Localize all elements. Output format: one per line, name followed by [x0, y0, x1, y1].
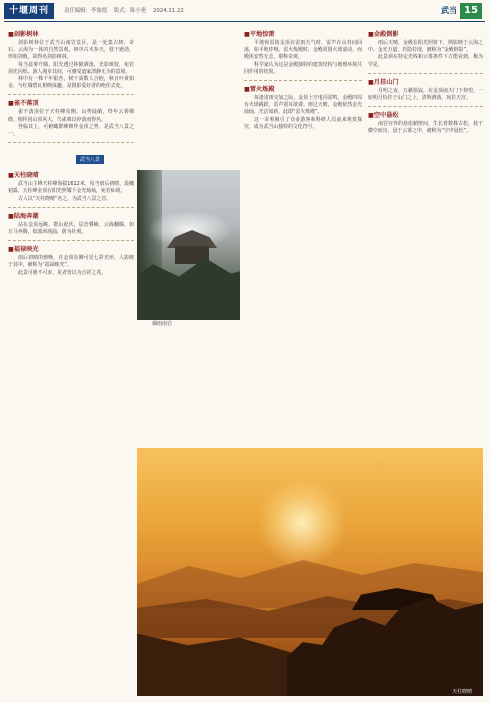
header-rule [4, 21, 485, 22]
article-paragraph: 科学家认为这是金殿独特的建筑结构与地理环境共同作用的结果。 [244, 61, 362, 75]
issue-date: 2024.11.22 [152, 8, 184, 14]
article [368, 77, 483, 102]
article [8, 244, 134, 277]
article-paragraph: 此景可遇不可求，见者皆以为吉祥之兆。 [18, 269, 107, 276]
article-paragraph: 站在金顶远眺，群山起伏，层峦叠嶂，云海翻腾，如万马奔腾，似波涛汹涌，蔚为壮观。 [8, 221, 134, 236]
divider [368, 106, 483, 107]
masthead: 十堰周刊 [4, 3, 54, 19]
article-title: ■空中悬松 [368, 112, 399, 120]
article-paragraph: 南岩宫外的悬崖峭壁间，生长着数株古松，枝干横空而出，悬于云雾之中，被称为“空中悬松”。 [368, 121, 483, 135]
page-header [0, 0, 489, 22]
article-paragraph: 此景须在特定光线和云雾条件下方能看到，极为罕见。 [368, 54, 483, 68]
editor-credit: 责任编辑：李波德 [64, 8, 108, 14]
photo-misty-temple [137, 170, 240, 320]
article [8, 29, 134, 90]
designer-credit: 版式：陈小艳 [113, 8, 147, 14]
article-title: ■平地惊雷 [244, 31, 275, 38]
divider [8, 207, 134, 208]
article-title: ■金殿倒影 [368, 31, 399, 38]
article-title: ■陆海奔潮 [8, 212, 39, 220]
article-paragraph: 雨后初晴的傍晚，在金顶东侧可见七彩光环，人影映于其中，被称为“福禄映光”。 [8, 255, 134, 269]
section-tag: 武当八景 [76, 155, 104, 164]
byline [64, 6, 189, 14]
divider [8, 142, 134, 143]
divider [368, 73, 483, 74]
article [244, 84, 362, 131]
column-3 [368, 26, 483, 466]
article-title: ■月挂山门 [368, 78, 399, 86]
article [368, 110, 483, 135]
column-1 [8, 26, 134, 700]
article-paragraph: 武当山主峰天柱峰海拔1612米，每当雨后初晴，晨曦初露，天柱峰金顶在阳光照耀下金光灿灿，宛若仙境。 [8, 181, 134, 195]
article-paragraph: 林中有一株千年银杏，树干需数人合抱，秋日叶黄如金，与红墙碧瓦相映成趣，是摄影爱好者的绝佳去处。 [8, 76, 134, 90]
article-paragraph: 登临其上，可俯瞰群峰朝拜金顶之势，是武当八景之一。 [8, 123, 134, 138]
article [368, 29, 483, 69]
article-paragraph: 月明之夜，万籁俱寂，在金顶南天门下仰望，一轮明月恰挂于山门之上，清辉洒落，宛若天宫。 [368, 87, 483, 102]
article [244, 29, 362, 76]
article-title: ■福禄映光 [8, 246, 39, 254]
article-title: ■天柱晓晴 [8, 172, 39, 180]
column-2 [244, 26, 362, 466]
article [8, 98, 134, 138]
article-paragraph: 雨后天晴，金殿在阳光照射下，倒影映于云海之中，金光万道，若隐若现，被称为“金殿倒影”。 [368, 40, 483, 54]
article-paragraph: 这一奇观吸引了众多游客和科研人员前来观赏探究，成为武当山独特的文化符号。 [244, 116, 362, 130]
article-title: ■雀不落顶 [8, 100, 39, 108]
section-name: 武当 [441, 6, 457, 15]
divider [8, 240, 134, 241]
article [8, 211, 134, 236]
article-paragraph: 每逢雷雨交加之际，金顶上空电闪雷鸣，金殿四周有火球跳跃，雷声震耳欲聋。雨过天晴，金殿依然金光灿灿，光洁如新，此即“雷火炼殿”。 [244, 95, 362, 116]
article-paragraph: 雀不落顶位于天柱峰东侧，山势陡峭，终年云雾缭绕。相传因山顶风大，鸟雀难以停落而得名。 [8, 109, 134, 123]
article-paragraph: 剑影树林位于武当山南岩景区，是一处集古树、奇石、云海为一体的自然景观。林中古木参天，枝干遒劲，形如剑戟，故得名剑影树林。 [8, 40, 134, 61]
divider [244, 80, 362, 81]
article-paragraph: 每当晨雾升腾，阳光透过林隙洒落，光影斑驳，宛若剑光闪烁。游人漫步其间，可感受道家清静无为的意境。 [8, 61, 134, 75]
article [8, 170, 134, 203]
page-number: 15 [460, 3, 482, 19]
photo-caption: 烟雨南岩 [152, 321, 173, 327]
photo-sunset-temple [137, 448, 483, 696]
article-title: ■剑影树林 [8, 31, 39, 38]
photo-caption: 天柱晓晴 [452, 689, 473, 695]
article-paragraph: 平地惊雷指金顶在雷雨天气时，雷声在山谷间回荡，如平地炸响。雷火炼殿时，金殿周围火球滚动，而殿体安然无恙，堪称奇观。 [244, 40, 362, 61]
divider [8, 94, 134, 95]
article-title: ■雷火炼殿 [244, 86, 275, 94]
article-paragraph: 古人以“天柱晓晴”名之，为武当八景之首。 [18, 195, 112, 202]
